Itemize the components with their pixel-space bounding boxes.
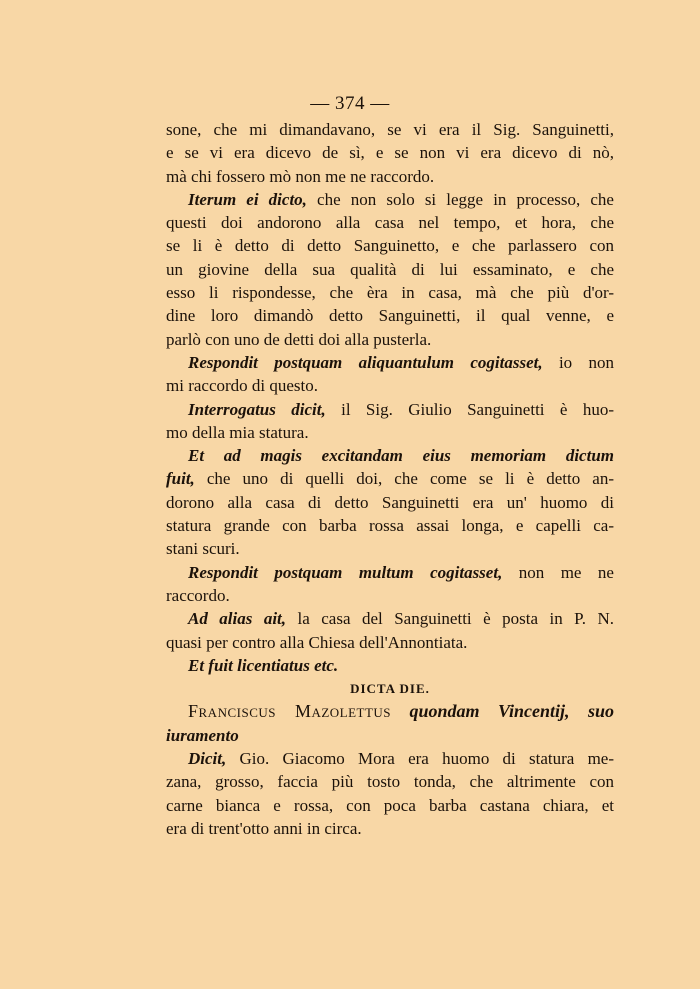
text-line: sone, che mi dimandavano, se vi era il Sig. Sanguinetti, [166, 120, 614, 139]
page-number: — 374 — [310, 93, 390, 114]
body-text [166, 118, 614, 840]
text-line: se li è detto di detto Sanguinetto, e che parlassero con [166, 236, 614, 256]
text-line: fuit, che uno di quelli doi, che come se li è detto an- [166, 469, 614, 489]
witness-heading: Franciscus Mazolettus quondam Vincentij, suo [188, 701, 614, 722]
text-line: mà chi fossero mò non me ne raccordo. [166, 166, 435, 186]
text-line: Dicit, Gio. Giacomo Mora era huomo di statura me- [188, 749, 614, 769]
text-line: raccordo. [166, 585, 230, 605]
text-line: mi raccordo di questo. [166, 376, 319, 396]
text-line: iuramento [166, 725, 239, 745]
section-heading: DICTA DIE. [350, 681, 430, 697]
text-line: quasi per contro alla Chiesa dell'Annontiata. [166, 632, 468, 652]
text-line: Iterum ei dicto, che non solo si legge in processo, che [188, 189, 614, 209]
text-line: stani scuri. [166, 539, 240, 559]
text-line: Respondit postquam multum cogitasset, non me ne [188, 562, 614, 582]
text-line: dine loro dimandò detto Sanguinetti, il qual venne, e [166, 306, 614, 326]
text-line: zana, grosso, faccia più tosto tonda, che altrimente con [166, 772, 614, 792]
text-line: e se vi era dicevo de sì, e se non vi era dicevo di nò, [166, 143, 614, 163]
text-line: carne bianca e rossa, con poca barba castana chiara, et [166, 795, 614, 815]
text-line: Et fuit licentiatus etc. [188, 655, 339, 675]
text-line: Ad alias ait, la casa del Sanguinetti è posta in P. N. [188, 609, 614, 629]
text-line: questi doi andorono alla casa nel tempo, et hora, che [166, 213, 614, 233]
text-line: statura grande con barba rossa assai longa, e capelli ca- [166, 516, 614, 536]
text-line: Interrogatus dicit, il Sig. Giulio Sanguinetti è huo- [188, 399, 614, 419]
text-line: era di trent'otto anni in circa. [166, 818, 362, 838]
text-line: Respondit postquam aliquantulum cogitasset, io non [188, 352, 615, 372]
text-line: dorono alla casa di detto Sanguinetti era un' huomo di [166, 492, 614, 512]
text-line: un giovine della sua qualità di lui essaminato, e che [166, 259, 614, 279]
text-line: mo della mia statura. [166, 422, 309, 442]
text-line: Et ad magis excitandam eius memoriam dictum [188, 446, 614, 466]
text-line: parlò con uno de detti doi alla pusterla. [166, 329, 432, 349]
text-line: esso li rispondesse, che èra in casa, mà che più d'or- [166, 283, 614, 303]
